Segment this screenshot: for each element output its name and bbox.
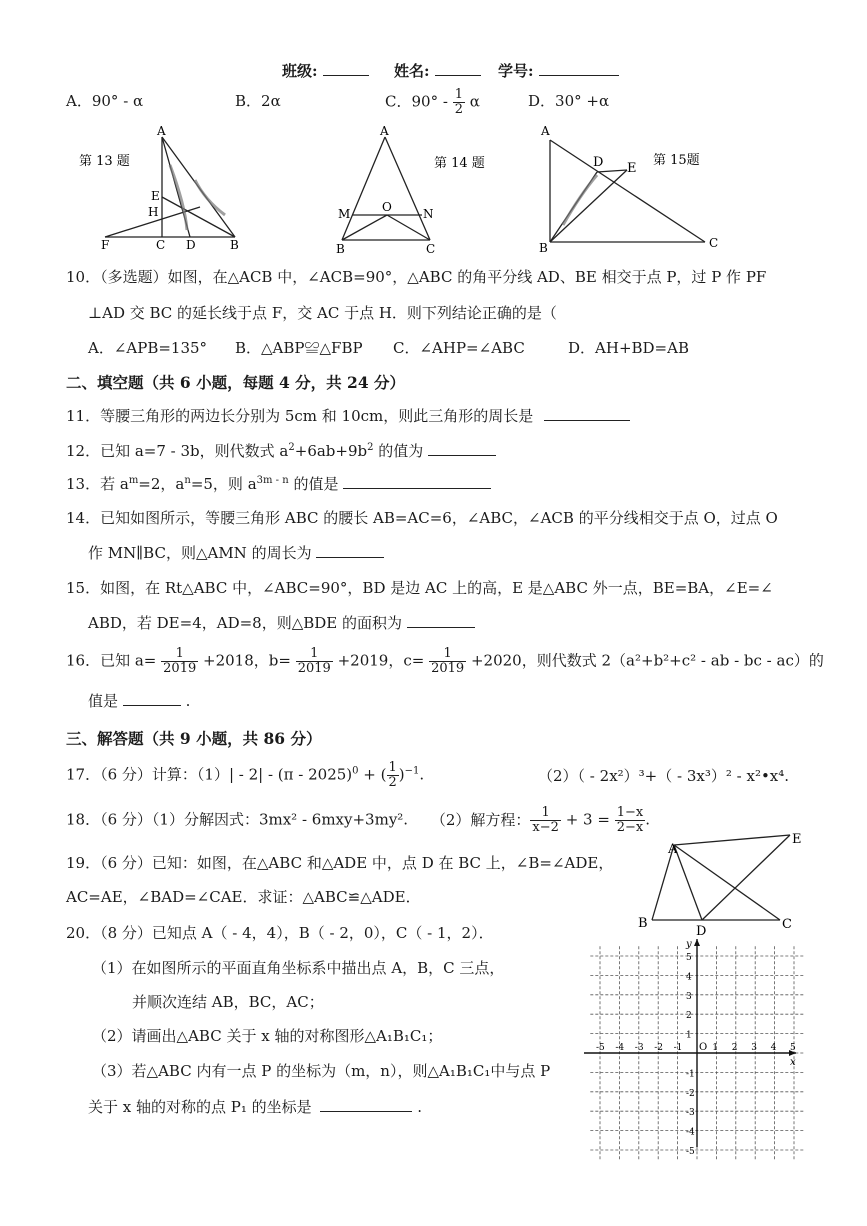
q13-text-d: 的值是	[288, 475, 339, 493]
q19-line1: 19．（6 分）已知：如图，在△ABC 和△ADE 中，点 D 在 BC 上，∠B=∠ADE，	[66, 854, 614, 872]
x-tick-label: -1	[673, 1043, 683, 1053]
q17-text-b: + (	[358, 765, 387, 784]
fraction: $\frac{1}{2019}$	[297, 646, 331, 676]
q18-text-d: .	[645, 810, 650, 829]
q10-option-d[interactable]: D．AH+BD=AB	[568, 339, 689, 357]
q11-blank[interactable]	[544, 406, 630, 421]
q17-part1	[66, 761, 424, 790]
q13	[66, 473, 491, 494]
q10-line1: 10．（多选题）如图，在△ACB 中，∠ACB=90°，△ABC 的角平分线 AD、BE 相交于点 P，过 P 作 PF	[66, 268, 767, 286]
q11	[66, 405, 630, 426]
x-tick-label: -2	[654, 1043, 663, 1053]
fig14-point-a: A	[380, 124, 389, 138]
y-tick-label: 2	[686, 1011, 692, 1022]
fig13-point-c: C	[156, 238, 166, 252]
section-2-heading: 二、填空题（共 6 小题，每题 4 分，共 24 分）	[66, 373, 406, 392]
figure-13	[75, 125, 255, 250]
q14-text: 作 MN∥BC，则△AMN 的周长为	[88, 544, 312, 562]
q20-step1: （1）在如图所示的平面直角坐标系中描出点 A，B，C 三点，	[92, 959, 505, 977]
y-tick-label: 3	[686, 991, 692, 1002]
q12-blank[interactable]	[428, 441, 496, 456]
fraction: $\frac{1}{2019}$	[163, 646, 197, 676]
sup: 3m - n	[256, 475, 289, 486]
fig19-point-a: A	[668, 842, 678, 857]
y-tick-label: -5	[686, 1147, 695, 1157]
id-label: 学号:	[498, 62, 534, 80]
q13-text-c: =5，则 a	[190, 475, 257, 493]
x-tick-label: -3	[634, 1043, 644, 1053]
x-tick-label: -5	[596, 1043, 605, 1053]
q13-blank[interactable]	[343, 474, 491, 489]
fig19-point-c: C	[782, 917, 792, 932]
q9-c-text: C．90° -	[385, 92, 448, 111]
q20-blank[interactable]	[320, 1097, 412, 1112]
fig14-point-b: B	[336, 242, 345, 256]
sup: 2	[288, 442, 295, 453]
q17-text-d: .	[419, 765, 425, 784]
fig13-point-b: B	[230, 238, 239, 252]
y-axis-label: y	[686, 939, 692, 950]
q9-option-d[interactable]: D．30° +α	[528, 92, 610, 110]
fig19-point-d: D	[696, 924, 707, 939]
y-tick-label: 1	[686, 1030, 692, 1041]
name-label: 姓名:	[394, 62, 430, 80]
q20-line1: 20．（8 分）已知点 A（ - 4，4），B（ - 2，0），C（ - 1，2）．	[66, 924, 494, 942]
fig14-point-n: N	[423, 207, 434, 221]
fig14-point-o: O	[382, 200, 392, 214]
class-label: 班级:	[282, 62, 318, 80]
q18-text-b: （2）解方程：	[430, 810, 531, 829]
q16-line2: 值是 .	[88, 692, 191, 710]
q9-c-alpha: α	[469, 92, 480, 111]
q18-text-c: + 3 =	[560, 810, 615, 829]
q14-line2	[88, 542, 384, 563]
q16-text-a: 16．已知 a=	[66, 651, 157, 670]
fig14-point-c: C	[426, 242, 436, 256]
fig13-point-a: A	[157, 124, 166, 138]
sup: −1	[404, 765, 420, 777]
fraction: $\frac{1}{2019}$	[431, 646, 465, 676]
q9-option-a[interactable]: A．90° - α	[66, 92, 144, 110]
x-tick-label: -4	[615, 1043, 625, 1053]
q12-text-a: 12．已知 a=7 - 3b，则代数式 a	[66, 442, 289, 460]
fig13-point-e: E	[151, 189, 160, 203]
figure-14	[330, 125, 490, 255]
x-tick-label: 3	[751, 1043, 757, 1053]
fig15-label: 第 15题	[653, 153, 700, 168]
q20-step2: （2）请画出△ABC 关于 x 轴的对称图形△A₁B₁C₁；	[92, 1027, 443, 1045]
name-blank[interactable]	[435, 61, 481, 76]
y-tick-label: -3	[686, 1108, 695, 1119]
y-tick-label: -1	[686, 1069, 695, 1080]
x-tick-label: 2	[731, 1043, 738, 1053]
q10-option-b[interactable]: B．△ABP≌△FBP	[235, 339, 363, 357]
q15-line2	[88, 612, 475, 633]
origin-label: O	[699, 1042, 708, 1053]
id-blank[interactable]	[539, 61, 619, 76]
q16-text-d: +2020，则代数式 2（a²+b²+c² - ab - bc - ac）的	[470, 651, 824, 670]
fraction: $\frac{1-x}{2-x}$	[616, 805, 644, 835]
fig19-point-e: E	[792, 832, 802, 847]
x-tick-label: 1	[712, 1043, 719, 1053]
q12-text-b: +6ab+9b	[294, 442, 368, 460]
q19-line2: AC=AE，∠BAD=∠CAE．求证：△ABC≌△ADE．	[66, 888, 421, 906]
coordinate-grid[interactable]	[582, 935, 804, 1157]
q9-option-c[interactable]	[385, 88, 480, 117]
fig13-point-d: D	[186, 238, 196, 252]
y-tick-label: 4	[686, 972, 692, 983]
q18-text-a: 18．（6 分）（1）分解因式：3mx² - 6mxy+3my².	[66, 810, 409, 829]
fraction: $\frac{1}{2}$	[388, 760, 397, 790]
fraction: $\frac{1}{2}$	[454, 87, 463, 117]
q20-step4: 关于 x 轴的对称的点 P₁ 的坐标是 .	[88, 1098, 422, 1116]
q12	[66, 440, 496, 461]
q16-text-e: 值是	[88, 692, 119, 710]
fig15-point-b: B	[539, 241, 548, 255]
q12-text-c: 的值为	[373, 442, 424, 460]
sup: n	[184, 475, 191, 486]
fig15-point-c: C	[709, 236, 719, 250]
q13-text-b: =2，a	[138, 475, 185, 493]
q17-text-a: 17．（6 分）计算：（1）| - 2| - (π - 2025)	[66, 765, 353, 784]
figure-19	[632, 825, 812, 940]
q16-text-c: +2019，c=	[337, 651, 425, 670]
x-axis-label: x	[790, 1057, 796, 1068]
q10-line2: ⊥AD 交 BC 的延长线于点 F，交 AC 于点 H．则下列结论正确的是（	[88, 304, 557, 322]
fig15-point-e: E	[627, 161, 637, 176]
q14-line1: 14．已知如图所示，等腰三角形 ABC 的腰长 AB=AC=6，∠ABC，∠ACB 的平分线相交于点 O，过点 O	[66, 509, 778, 527]
q20-step1b: 并顺次连结 AB，BC，AC；	[132, 993, 324, 1011]
fig19-point-b: B	[638, 916, 648, 931]
fig13-point-f: F	[101, 238, 110, 252]
q16-line1	[66, 647, 824, 676]
q17-text-c: )	[398, 765, 405, 784]
figure-15	[535, 120, 735, 255]
q17-part2: （2）（ - 2x²）³+（ - 3x³）² - x²•x⁴.	[538, 767, 790, 785]
q20-step3: （3）若△ABC 内有一点 P 的坐标为（m，n），则△A₁B₁C₁中与点 P	[92, 1062, 551, 1080]
y-tick-label: -4	[686, 1127, 695, 1138]
fig14-point-m: M	[338, 207, 351, 221]
sup: m	[128, 475, 139, 486]
fig15-point-a: A	[541, 124, 550, 138]
q9-option-b[interactable]: B．2α	[235, 92, 281, 110]
fig14-label: 第 14 题	[434, 156, 485, 171]
fig13-label: 第 13 题	[79, 154, 130, 169]
fraction: $\frac{1}{x-2}$	[532, 805, 559, 835]
x-tick-label: 5	[790, 1043, 796, 1053]
class-blank[interactable]	[323, 61, 369, 76]
sup: 2	[367, 442, 374, 453]
q14-blank[interactable]	[316, 543, 384, 558]
fig15-point-d: D	[593, 155, 604, 170]
y-tick-label: -2	[686, 1088, 695, 1099]
q15-text: ABD，若 DE=4，AD=8，则△BDE 的面积为	[88, 614, 403, 632]
sup: 0	[352, 765, 359, 777]
q11-text: 11．等腰三角形的两边长分别为 5cm 和 10cm，则此三角形的周长是	[66, 407, 534, 425]
y-axis-arrow-icon	[694, 939, 700, 946]
q15-blank[interactable]	[407, 613, 475, 628]
q10-option-a[interactable]: A．∠APB=135°	[88, 339, 208, 357]
x-tick-label: 4	[770, 1043, 777, 1053]
q16-text-b: +2018，b=	[203, 651, 291, 670]
q15-line1: 15．如图，在 Rt△ABC 中，∠ABC=90°，BD 是边 AC 上的高，E 是△ABC 外一点，BE=BA，∠E=∠	[66, 579, 773, 597]
q20-step4-text: 关于 x 轴的对称的点 P₁ 的坐标是	[88, 1098, 312, 1116]
fig13-point-h: H	[148, 205, 159, 219]
section-3-heading: 三、解答题（共 9 小题，共 86 分）	[66, 729, 322, 748]
q13-text-a: 13．若 a	[66, 475, 129, 493]
q10-option-c[interactable]: C．∠AHP=∠ABC	[393, 339, 525, 357]
y-tick-label: 5	[686, 953, 692, 963]
q16-blank[interactable]	[123, 691, 181, 706]
q18	[66, 806, 650, 835]
